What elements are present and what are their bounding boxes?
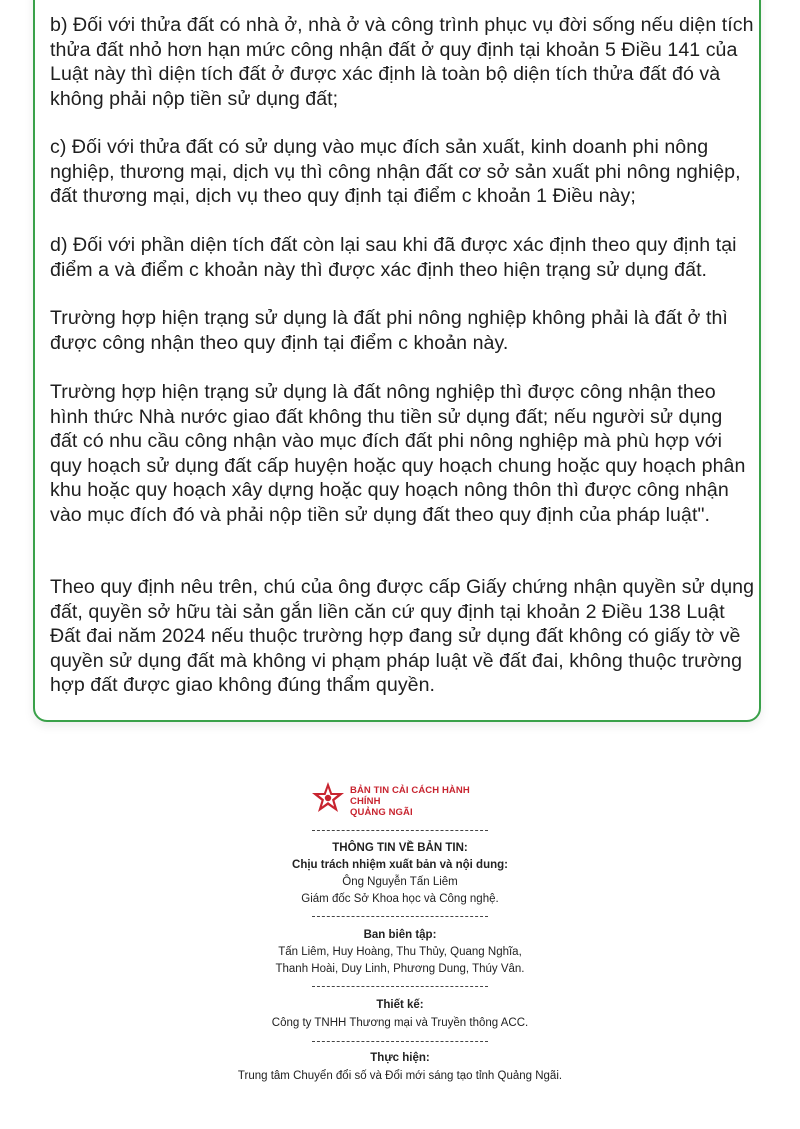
logo-line-2: QUẢNG NGÃI [350,807,413,818]
logo-line-1: BẢN TIN CẢI CÁCH HÀNH CHÍNH [350,785,470,807]
editors-label: Ban biên tập: [363,929,437,941]
logo-text [350,785,500,818]
responsible-role: Giám đốc Sở Khoa học và Công nghệ. [301,893,499,905]
paragraph-b: b) Đối với thửa đất có nhà ở, nhà ở và công trình phục vụ đời sống nếu diện tích thửa đất nhỏ hơn hạn mức công nhận đất ở quy định tại khoản 5 Điều 141 của Luật này thì diện tích đất ở được xác định là toàn bộ diện tích thửa đất đó và không phải nộp tiền sử dụng đất; [50,14,754,110]
newsletter-logo [310,778,500,818]
editors-line-1: Tấn Liêm, Huy Hoàng, Thu Thủy, Quang Nghĩa, [278,946,522,958]
responsible-name: Ông Nguyễn Tấn Liêm [342,876,458,888]
editors-line-2: Thanh Hoài, Duy Linh, Phương Dung, Thúy Vân. [275,963,525,975]
divider [312,830,488,831]
divider [312,1041,488,1042]
executed-label: Thực hiện: [370,1052,430,1064]
footer-section-title: THÔNG TIN VỀ BẢN TIN: [332,842,468,854]
divider [312,916,488,917]
paragraph-conclusion: Theo quy định nêu trên, chú của ông được cấp Giấy chứng nhận quyền sử dụng đất, quyền sở hữu tài sản gắn liền căn cứ quy định tại khoản 2 Điều 138 Luật Đất đai năm 2024 nếu thuộc trường hợp đang sử dụng đất không có giấy tờ về quyền sử dụng đất mà không vi phạm pháp luật về đất đai, không thuộc trường hợp đất được giao không đúng thẩm quyền. [50,576,755,696]
executed-value: Trung tâm Chuyển đổi số và Đổi mới sáng tạo tỉnh Quảng Ngãi. [237,1070,563,1082]
design-label: Thiết kế: [376,999,424,1011]
design-value: Công ty TNHH Thương mại và Truyền thông ACC. [271,1017,529,1029]
paragraph-agri: Trường hợp hiện trạng sử dụng là đất nông nghiệp thì được công nhận theo hình thức Nhà nước giao đất không thu tiền sử dụng đất; nếu người sử dụng đất có nhu cầu công nhận vào mục đích đất phi nông nghiệp mà phù hợp với quy hoạch sử dụng đất cấp huyện hoặc quy hoạch chung hoặc quy hoạch phân khu hoặc quy hoạch xây dựng hoặc quy hoạch nông thôn thì được công nhận vào mục đích đó và phải nộp tiền sử dụng đất theo quy định của pháp luật". [50,381,746,526]
paragraph-d: d) Đối với phần diện tích đất còn lại sau khi đã được xác định theo quy định tại điểm a và điểm c khoản này thì được xác định theo hiện trạng sử dụng đất. [50,234,737,281]
star-logo-icon [310,780,346,816]
responsible-label: Chịu trách nhiệm xuất bản và nội dung: [292,859,508,871]
paragraph-non-agri: Trường hợp hiện trạng sử dụng là đất phi nông nghiệp không phải là đất ở thì được công nhận theo quy định tại điểm c khoản này. [50,307,728,354]
paragraph-c: c) Đối với thửa đất có sử dụng vào mục đích sản xuất, kinh doanh phi nông nghiệp, thương mại, dịch vụ thì công nhận đất cơ sở sản xuất phi nông nghiệp, đất thương mại, dịch vụ theo quy định tại điểm c khoản 1 Điều này; [50,136,741,207]
divider [312,986,488,987]
